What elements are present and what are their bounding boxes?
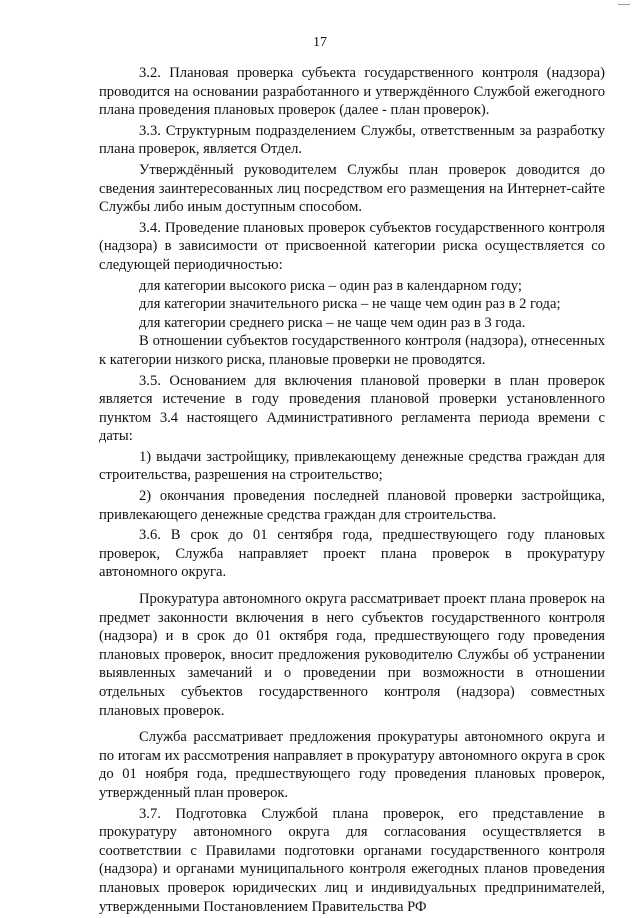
paragraph-3-2: 3.2. Плановая проверка субъекта государственного контроля (надзора) проводится на основании разработанного и утверждённого Службой ежегодного плана проведения плановых проверок (далее - план проверок).: [99, 65, 605, 119]
paragraph-3-4: 3.4. Проведение плановых проверок субъектов государственного контроля (надзора) в зависимости от присвоенной категории риска осуществляется со следующей периодичностью:: [99, 219, 605, 273]
risk-significant-line: для категории значительного риска – не чаще чем один раз в 2 года;: [139, 296, 561, 313]
page-number: 17: [313, 35, 327, 50]
document-body: [99, 64, 605, 918]
paragraph-prosecutor-review: Прокуратура автономного округа рассматривает проект плана проверок на предмет законности включения в него субъектов государственного контроля (надзора) и в срок до 01 октября года, предшествующего году проведения плановых проверок, вносит предложения руководителю Службы об устранении выявленных замечаний и о проведении при возможности в отношении отдельных субъектов государственного контроля (надзора) совместных плановых проверок.: [99, 591, 605, 719]
paragraph-3-3: 3.3. Структурным подразделением Службы, ответственным за разработку плана проверок, является Отдел.: [99, 122, 605, 158]
list-item-2: 2) окончания проведения последней плановой проверки застройщика, привлекающего денежные средства граждан для строительства.: [99, 488, 605, 523]
paragraph-3-5: 3.5. Основанием для включения плановой проверки в план проверок является истечение в году проведения плановой проверки установленного пунктом 3.4 настоящего Административного регламента периода времени с даты:: [99, 372, 605, 445]
paragraph-low-risk: В отношении субъектов государственного контроля (надзора), отнесенных к категории низкого риска, плановые проверки не проводятся.: [99, 333, 605, 368]
paragraph-service-response: Служба рассматривает предложения прокуратуры автономного округа и по итогам их рассмотрения направляет в прокуратуру автономного округа в срок до 01 ноября года, предшествующего году проведения плановых проверок, утвержденный план проверок.: [99, 729, 605, 801]
paragraph-3-6: 3.6. В срок до 01 сентября года, предшествующего году плановых проверок, Служба направляет проект плана проверок в прокуратуру автономного округа.: [99, 527, 605, 581]
list-item-1: 1) выдачи застройщику, привлекающему денежные средства граждан для строительства, разрешения на строительство;: [99, 448, 605, 484]
risk-medium-line: для категории среднего риска – не чаще чем один раз в 3 года.: [139, 314, 526, 331]
scan-mark: [618, 4, 630, 5]
paragraph-3-7: 3.7. Подготовка Службой плана проверок, его представление в прокуратуру автономного округа для согласования осуществляется в соответствии с Правилами подготовки органами государственного контроля (надзора) и органами муниципального контроля ежегодных планов проведения плановых проверок юридических лиц и индивидуальных предпринимателей, утвержденными Постановлением Правительства РФ: [99, 805, 605, 915]
risk-high-line: для категории высокого риска – один раз в календарном году;: [139, 277, 522, 294]
paragraph-plan-publication: Утверждённый руководителем Службы план проверок доводится до сведения заинтересованных лиц посредством его размещения на Интернет-сайте Службы либо иным доступным способом.: [99, 161, 605, 216]
